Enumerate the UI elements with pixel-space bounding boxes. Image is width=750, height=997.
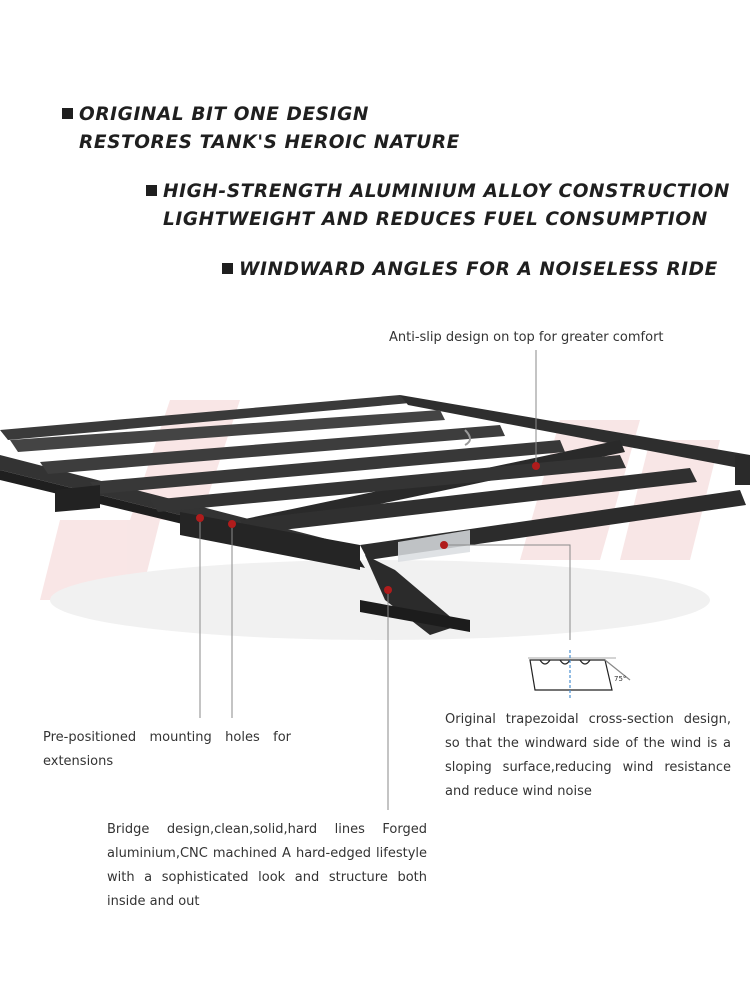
- marker-dot-icon: [228, 520, 236, 528]
- headline-1-sub: RESTORES TANK'S HEROIC NATURE: [79, 132, 460, 153]
- angle-label: 75°: [614, 675, 627, 683]
- square-bullet-icon: [222, 263, 233, 274]
- square-bullet-icon: [146, 185, 157, 196]
- headline-1-text: ORIGINAL BIT ONE DESIGN: [79, 104, 369, 125]
- headline-2-sub: LIGHTWEIGHT AND REDUCES FUEL CONSUMPTION: [163, 209, 708, 230]
- headline-2-text: HIGH-STRENGTH ALUMINIUM ALLOY CONSTRUCTION: [163, 181, 731, 202]
- headline-2: [146, 178, 730, 206]
- headline-1: [62, 101, 369, 129]
- callout-mounting-holes: Pre-positioned mounting holes for extensions: [43, 730, 291, 769]
- marker-dot-icon: [532, 462, 540, 470]
- marker-dot-icon: [440, 541, 448, 549]
- square-bullet-icon: [62, 108, 73, 119]
- marker-dot-icon: [384, 586, 392, 594]
- marker-dot-icon: [196, 514, 204, 522]
- callout-cross-section: Original trapezoidal cross-section design, so that the windward side of the wind is a sloping surface,reducing wind resistance and reduce wind noise: [445, 712, 731, 799]
- callout-anti-slip: Anti-slip design on top for greater comfort: [389, 330, 664, 345]
- callout-bridge-design: Bridge design,clean,solid,hard lines Forged aluminium,CNC machined A hard-edged lifestyle with a sophisticated look and structure both inside and out: [107, 822, 427, 909]
- headline-3-text: WINDWARD ANGLES FOR A NOISELESS RIDE: [239, 259, 718, 280]
- headline-3: [222, 256, 718, 284]
